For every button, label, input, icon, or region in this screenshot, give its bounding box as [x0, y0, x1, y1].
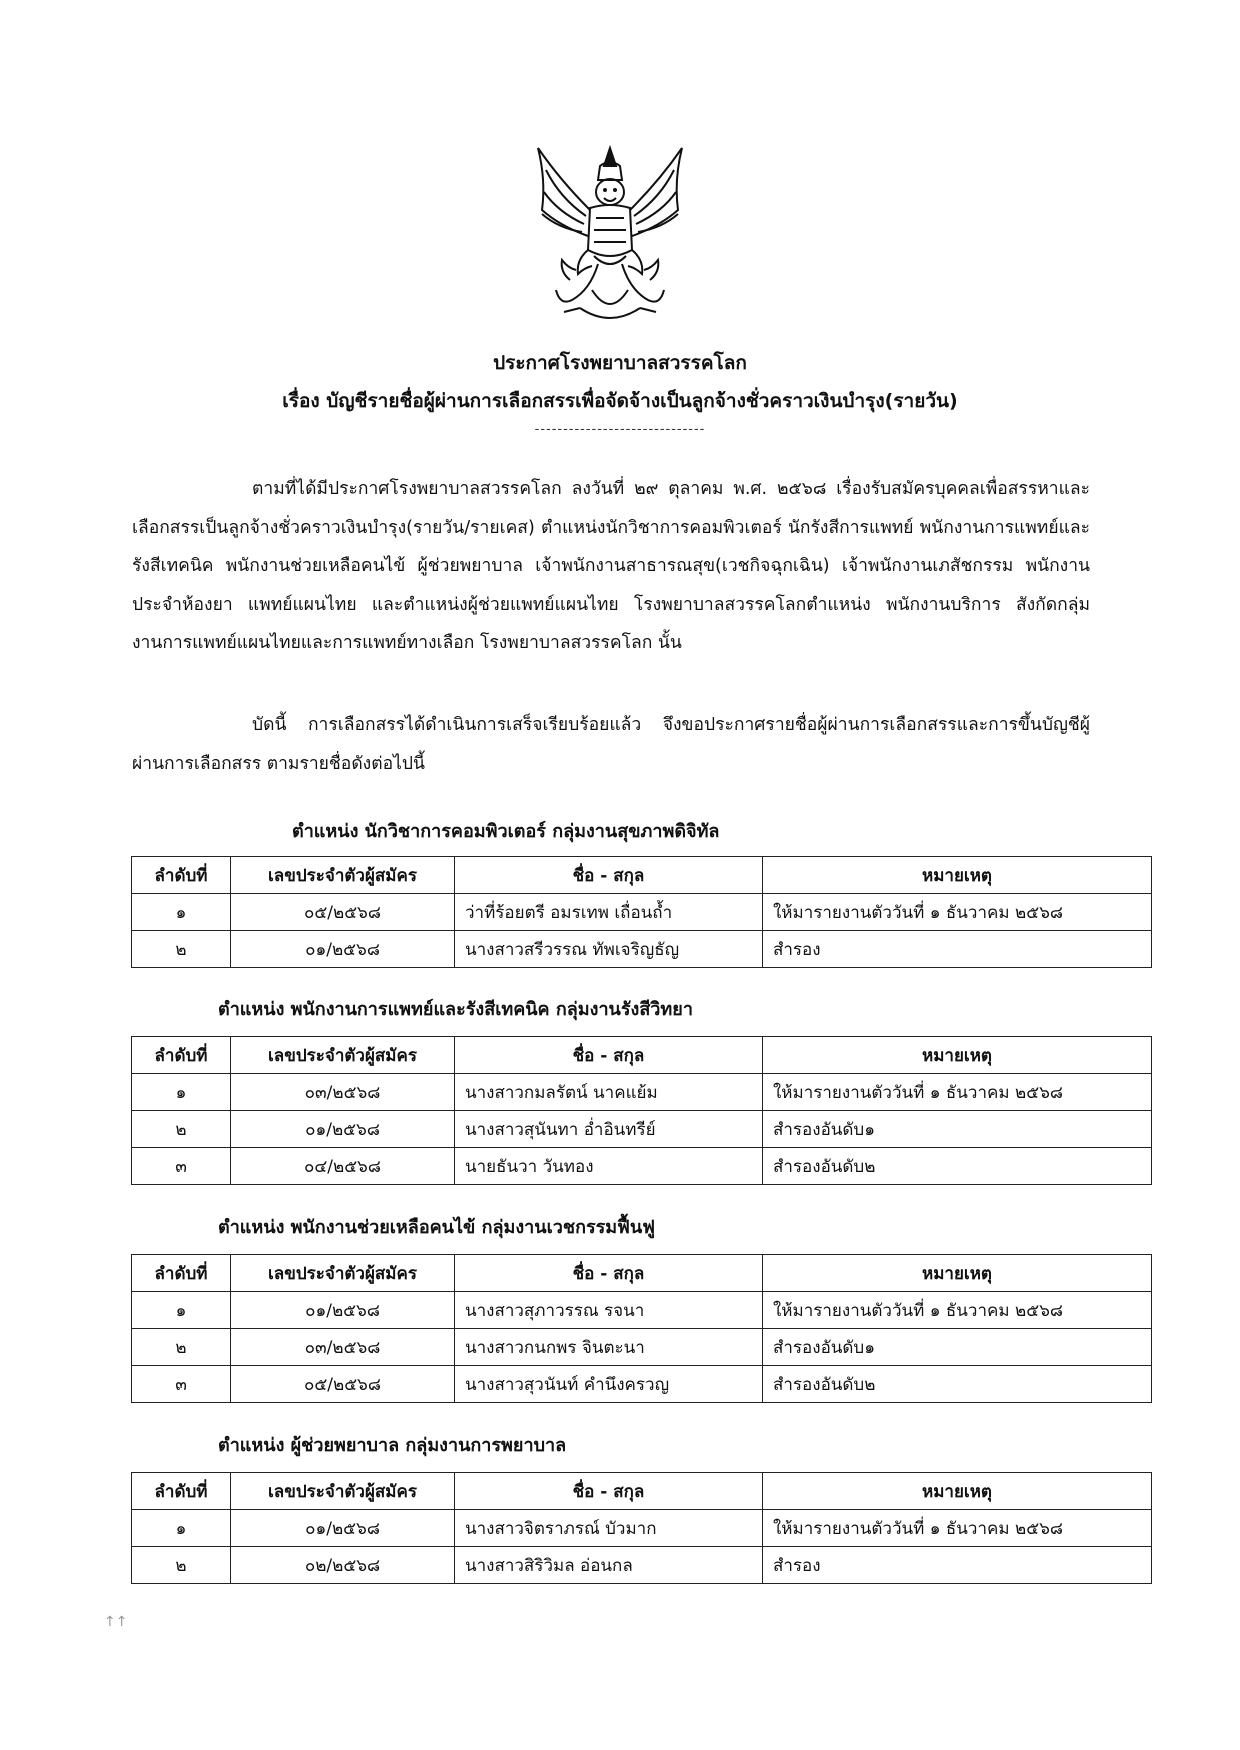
- cell-order: ๒: [132, 1111, 231, 1148]
- cell-applicant-id: ๐๓/๒๕๖๘: [231, 1074, 455, 1111]
- header-name: ชื่อ - สกุล: [455, 1473, 763, 1510]
- garuda-emblem-icon: [520, 140, 700, 330]
- cell-remark: สำรองอันดับ๒: [763, 1366, 1152, 1403]
- section-title: ตำแหน่ง พนักงานการแพทย์และรังสีเทคนิค กลุ่มงานรังสีวิทยา: [218, 999, 693, 1020]
- section-title: ตำแหน่ง พนักงานช่วยเหลือคนไข้ กลุ่มงานเวชกรรมฟื้นฟู: [218, 1217, 655, 1238]
- cell-applicant-id: ๐๑/๒๕๖๘: [231, 1510, 455, 1547]
- cell-remark: สำรองอันดับ๑: [763, 1329, 1152, 1366]
- cell-order: ๒: [132, 1329, 231, 1366]
- section-title: ตำแหน่ง นักวิชาการคอมพิวเตอร์ กลุ่มงานสุขภาพดิจิทัล: [292, 821, 720, 842]
- candidate-table: [131, 1254, 1152, 1403]
- cell-name: นางสาวสุภาวรรณ รจนา: [455, 1292, 763, 1329]
- cell-applicant-id: ๐๑/๒๕๖๘: [231, 1292, 455, 1329]
- table-row: [132, 1510, 1152, 1547]
- cell-remark: ให้มารายงานตัววันที่ ๑ ธันวาคม ๒๕๖๘: [763, 1074, 1152, 1111]
- header-name: ชื่อ - สกุล: [455, 1255, 763, 1292]
- cell-order: ๑: [132, 894, 231, 931]
- cell-name: นางสาวสิริวิมล อ่อนกล: [455, 1547, 763, 1584]
- title-divider: ------------------------------: [534, 422, 706, 437]
- candidate-table: [131, 856, 1152, 968]
- header-order: ลำดับที่: [132, 857, 231, 894]
- cell-remark: สำรองอันดับ๒: [763, 1148, 1152, 1185]
- header-applicant-id: เลขประจำตัวผู้สมัคร: [231, 1255, 455, 1292]
- section-title: ตำแหน่ง ผู้ช่วยพยาบาล กลุ่มงานการพยาบาล: [218, 1435, 567, 1456]
- body-paragraph-2: [132, 706, 1090, 783]
- cell-name: นางสาวกมลรัตน์ นาคแย้ม: [455, 1074, 763, 1111]
- cell-remark: สำรอง: [763, 931, 1152, 968]
- cell-applicant-id: ๐๕/๒๕๖๘: [231, 894, 455, 931]
- table-row: [132, 1074, 1152, 1111]
- table-header-row: [132, 1255, 1152, 1292]
- table-header-row: [132, 857, 1152, 894]
- cell-applicant-id: ๐๒/๒๕๖๘: [231, 1547, 455, 1584]
- cell-name: นายธันวา วันทอง: [455, 1148, 763, 1185]
- candidate-table: [131, 1472, 1152, 1584]
- paragraph-2-text: บัดนี้ การเลือกสรรได้ดำเนินการเสร็จเรียบร้อยแล้ว จึงขอประกาศรายชื่อผู้ผ่านการเลือกสรรและการขึ้นบัญชีผู้ผ่านการเลือกสรร ตามรายชื่อดังต่อไปนี้: [132, 715, 1090, 774]
- cell-order: ๑: [132, 1510, 231, 1547]
- paragraph-1-text: ตามที่ได้มีประกาศโรงพยาบาลสวรรคโลก ลงวันที่ ๒๙ ตุลาคม พ.ศ. ๒๕๖๘ เรื่องรับสมัครบุคคลเพื่อสรรหาและเลือกสรรเป็นลูกจ้างชั่วคราวเงินบำรุง(รายวัน/รายเคส) ตำแหน่งนักวิชาการคอมพิวเตอร์ นักรังสีการแพทย์ พนักงานการแพทย์และรังสีเทคนิค พนักงานช่วยเหลือคนไข้ ผู้ช่วยพยาบาล เจ้าพนักงานสาธารณสุข(เวชกิจฉุกเฉิน) เจ้าพนักงานเภสัชกรรม พนักงานประจำห้องยา แพทย์แผนไทย และตำแหน่งผู้ช่วยแพทย์แผนไทย โรงพยาบาลสวรรคโลกตำแหน่ง พนักงานบริการ สังกัดกลุ่มงานการแพทย์แผนไทยและการแพทย์ทางเลือก โรงพยาบาลสวรรคโลก นั้น: [132, 479, 1090, 653]
- body-paragraph-1: [132, 470, 1090, 663]
- header-order: ลำดับที่: [132, 1037, 231, 1074]
- cell-name: ว่าที่ร้อยตรี อมรเทพ เถื่อนถ้ำ: [455, 894, 763, 931]
- announcement-subject: เรื่อง บัญชีรายชื่อผู้ผ่านการเลือกสรรเพื่อจัดจ้างเป็นลูกจ้างชั่วคราวเงินบำรุง(รายวัน): [282, 390, 958, 412]
- cell-remark: ให้มารายงานตัววันที่ ๑ ธันวาคม ๒๕๖๘: [763, 1510, 1152, 1547]
- table-row: [132, 1292, 1152, 1329]
- header-remark: หมายเหตุ: [763, 1037, 1152, 1074]
- header-remark: หมายเหตุ: [763, 1255, 1152, 1292]
- cell-name: นางสาวจิตราภรณ์ บัวมาก: [455, 1510, 763, 1547]
- cell-name: นางสาวสุวนันท์ คำนึงครวญ: [455, 1366, 763, 1403]
- header-name: ชื่อ - สกุล: [455, 1037, 763, 1074]
- cell-remark: สำรอง: [763, 1547, 1152, 1584]
- table-header-row: [132, 1473, 1152, 1510]
- cell-order: ๒: [132, 931, 231, 968]
- cell-remark: สำรองอันดับ๑: [763, 1111, 1152, 1148]
- cell-order: ๑: [132, 1292, 231, 1329]
- header-applicant-id: เลขประจำตัวผู้สมัคร: [231, 1473, 455, 1510]
- header-name: ชื่อ - สกุล: [455, 857, 763, 894]
- cell-name: นางสาวสรีวรรณ ทัพเจริญธัญ: [455, 931, 763, 968]
- cell-name: นางสาวสุนันทา อ่ำอินทรีย์: [455, 1111, 763, 1148]
- scan-artifact-mark: ↑↑: [104, 1614, 128, 1630]
- cell-name: นางสาวกนกพร จินตะนา: [455, 1329, 763, 1366]
- table-row: [132, 1366, 1152, 1403]
- cell-remark: ให้มารายงานตัววันที่ ๑ ธันวาคม ๒๕๖๘: [763, 894, 1152, 931]
- table-row: [132, 1329, 1152, 1366]
- table-row: [132, 931, 1152, 968]
- announcement-title: ประกาศโรงพยาบาลสวรรคโลก: [493, 352, 747, 374]
- table-row: [132, 1547, 1152, 1584]
- cell-applicant-id: ๐๕/๒๕๖๘: [231, 1366, 455, 1403]
- cell-order: ๒: [132, 1547, 231, 1584]
- cell-order: ๓: [132, 1366, 231, 1403]
- header-applicant-id: เลขประจำตัวผู้สมัคร: [231, 857, 455, 894]
- header-remark: หมายเหตุ: [763, 857, 1152, 894]
- table-row: [132, 1111, 1152, 1148]
- header-order: ลำดับที่: [132, 1473, 231, 1510]
- cell-applicant-id: ๐๔/๒๕๖๘: [231, 1148, 455, 1185]
- cell-order: ๑: [132, 1074, 231, 1111]
- candidate-table: [131, 1036, 1152, 1185]
- header-order: ลำดับที่: [132, 1255, 231, 1292]
- cell-applicant-id: ๐๓/๒๕๖๘: [231, 1329, 455, 1366]
- header-remark: หมายเหตุ: [763, 1473, 1152, 1510]
- table-row: [132, 1148, 1152, 1185]
- table-row: [132, 894, 1152, 931]
- cell-remark: ให้มารายงานตัววันที่ ๑ ธันวาคม ๒๕๖๘: [763, 1292, 1152, 1329]
- cell-order: ๓: [132, 1148, 231, 1185]
- cell-applicant-id: ๐๑/๒๕๖๘: [231, 1111, 455, 1148]
- header-applicant-id: เลขประจำตัวผู้สมัคร: [231, 1037, 455, 1074]
- table-header-row: [132, 1037, 1152, 1074]
- cell-applicant-id: ๐๑/๒๕๖๘: [231, 931, 455, 968]
